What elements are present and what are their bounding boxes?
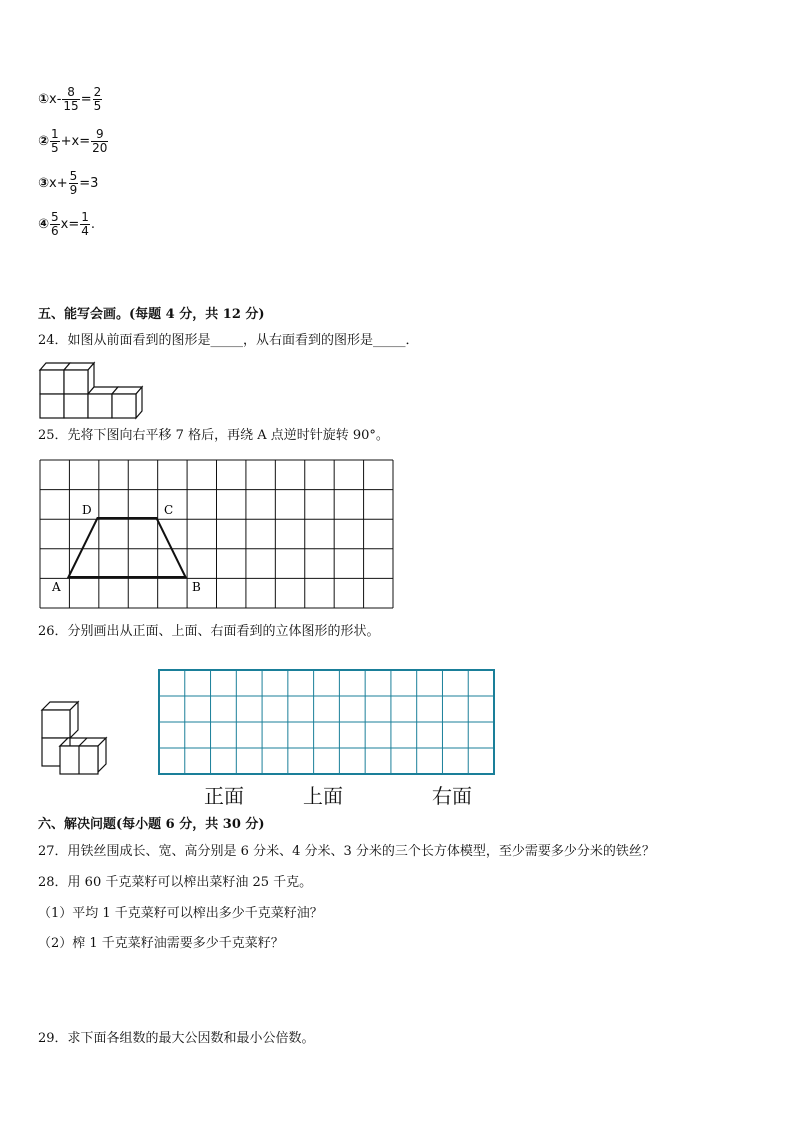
fraction-denominator: 15 [63,99,79,113]
fraction-denominator: 20 [92,141,108,155]
caption-top: 上面 [303,784,343,808]
label-b: B [192,580,201,594]
question-28-part-1: （1）平均 1 千克菜籽可以榨出多少千克菜籽油？ [38,906,323,921]
equation-3 [38,170,98,197]
question-28: 28．用 60 千克菜籽可以榨出菜籽油 25 千克。 [38,875,313,890]
equation-label: ③ [38,176,50,191]
caption-right: 右面 [432,784,472,808]
fraction-numerator: 2 [93,85,102,99]
fraction-numerator: 1 [81,210,89,224]
equation-label: ① [38,92,50,107]
fraction-denominator: 5 [93,99,102,113]
equation-text: x+ [49,176,68,191]
trapezoid-abcd [69,518,186,577]
fraction-numerator: 5 [51,210,59,224]
section6-heading: 六、解决问题(每小题 6 分，共 30 分) [38,817,265,832]
fraction-numerator: 1 [51,127,59,141]
fraction [93,86,103,113]
fraction [69,170,79,197]
equation-text: +x= [60,134,91,149]
q25-grid [39,459,394,609]
q24-cube-figure [38,360,148,420]
equation-text: . [90,217,96,232]
fraction [91,128,108,155]
q26-cube-figure [40,700,110,776]
fraction-denominator: 5 [51,141,59,155]
label-d: D [82,503,92,517]
question-28-part-2: （2）榨 1 千克菜籽油需要多少千克菜籽？ [38,936,284,951]
fraction-numerator: 5 [69,169,78,183]
equation-4 [38,211,95,238]
question-24: 24．如图从前面看到的图形是_____，从右面看到的图形是_____． [38,333,419,348]
question-25: 25．先将下图向右平移 7 格后，再绕 A 点逆时针旋转 90°。 [38,428,389,443]
label-c: C [164,503,174,517]
fraction [50,128,60,155]
fraction-denominator: 9 [69,183,78,197]
equation-text: x- [49,92,62,107]
question-26: 26．分别画出从正面、上面、右面看到的立体图形的形状。 [38,624,380,639]
equation-text: x= [60,217,80,232]
equation-text: =3 [79,176,99,191]
fraction-numerator: 8 [62,86,79,100]
fraction [80,211,90,238]
label-a: A [52,580,61,594]
q26-drawing-grid [158,669,495,775]
fraction [62,86,79,113]
fraction-numerator: 9 [91,128,108,142]
question-29: 29．求下面各组数的最大公因数和最小公倍数。 [38,1031,315,1046]
section5-heading: 五、能写会画。(每题 4 分，共 12 分) [38,307,265,322]
equation-text: = [80,92,92,107]
question-27: 27．用铁丝围成长、宽、高分别是 6 分米、4 分米、3 分米的三个长方体模型，至少需要多少分米的铁丝？ [38,844,655,859]
caption-front: 正面 [204,784,244,808]
equation-label: ④ [38,217,50,232]
fraction-denominator: 4 [81,224,89,238]
fraction [50,211,60,238]
equation-1 [38,86,103,113]
equation-label: ② [38,134,50,149]
equation-2 [38,128,109,155]
fraction-denominator: 6 [51,224,59,238]
